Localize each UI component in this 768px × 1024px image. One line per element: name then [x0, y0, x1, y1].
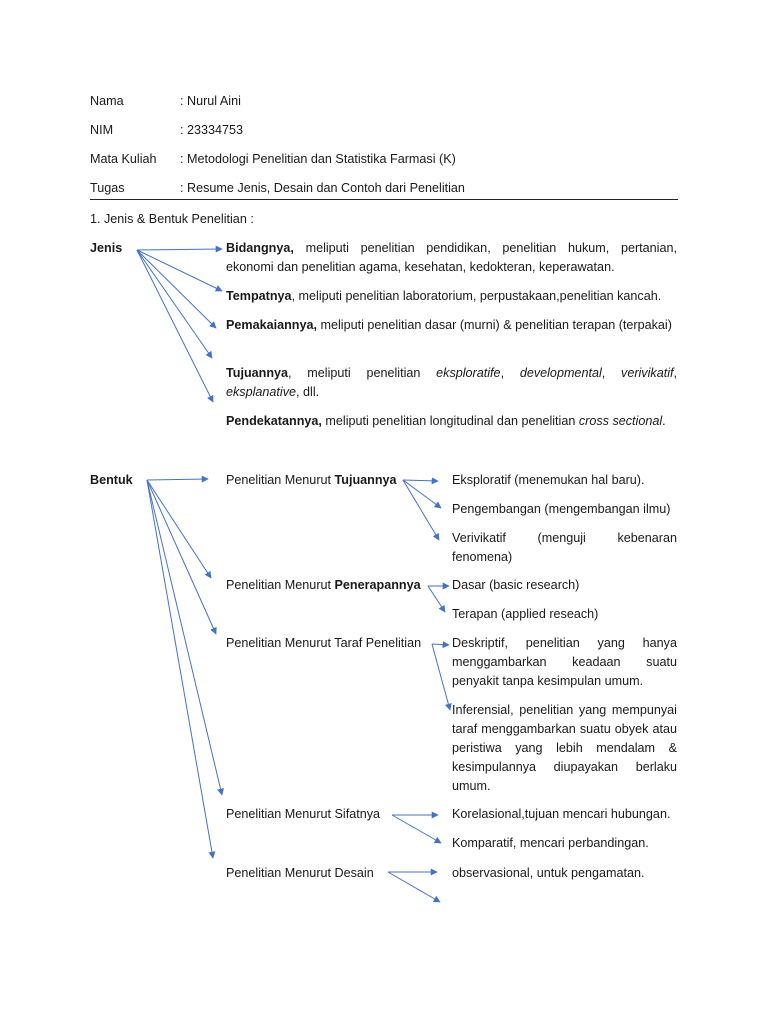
- connector-arrow-16: [432, 644, 450, 710]
- detail-deskriptif: Deskriptif, penelitian yang hanya menggambarkan keadaan suatu penyakit tanpa kesimpulan umum.: [452, 636, 677, 688]
- value-tugas: : Resume Jenis, Desain dan Contoh dari Penelitian: [180, 181, 465, 195]
- connector-arrow-9: [147, 480, 213, 858]
- connector-arrow-2: [137, 250, 216, 328]
- jenis-item-pendekatan: Pendekatannya, meliputi penelitian longitudinal dan penelitian cross sectional.: [226, 414, 666, 428]
- connector-arrow-0: [137, 249, 222, 250]
- section-title: 1. Jenis & Bentuk Penelitian :: [90, 212, 254, 226]
- value-mata-kuliah: : Metodologi Penelitian dan Statistika Farmasi (K): [180, 152, 456, 166]
- connector-arrow-8: [147, 480, 222, 795]
- detail-observasional: observasional, untuk pengamatan.: [452, 866, 645, 880]
- jenis-label: Jenis: [90, 241, 123, 255]
- bentuk-category-penerapan: Penelitian Menurut Penerapannya: [226, 578, 421, 592]
- label-nama: Nama: [90, 94, 124, 108]
- value-nama: : Nurul Aini: [180, 94, 241, 108]
- bentuk-label: Bentuk: [90, 473, 133, 487]
- connector-arrow-14: [428, 586, 445, 612]
- connector-arrow-15: [432, 644, 449, 645]
- jenis-item-tempat: Tempatnya, meliputi penelitian laboratorium, perpustakaan,penelitian kancah.: [226, 289, 662, 303]
- jenis-item-tujuan: Tujuannya, meliputi penelitian eksploratife, developmental, verivikatif, eksplanative, dll.: [226, 366, 677, 399]
- label-tugas: Tugas: [90, 181, 125, 195]
- connector-arrow-7: [147, 480, 216, 634]
- bentuk-category-sifat: Penelitian Menurut Sifatnya: [226, 807, 381, 821]
- detail-korelasional: Korelasional,tujuan mencari hubungan.: [452, 807, 671, 821]
- bentuk-category-desain: Penelitian Menurut Desain: [226, 866, 374, 880]
- connector-arrow-4: [137, 250, 213, 402]
- connector-arrow-6: [147, 480, 211, 578]
- detail-dasar: Dasar (basic research): [452, 578, 580, 592]
- label-mata-kuliah: Mata Kuliah: [90, 152, 157, 166]
- connector-arrow-10: [403, 480, 438, 481]
- connector-arrow-20: [388, 872, 440, 902]
- connector-arrow-18: [392, 815, 441, 843]
- detail-terapan: Terapan (applied reseach): [452, 607, 599, 621]
- detail-pengembangan: Pengembangan (mengembangan ilmu): [452, 502, 671, 516]
- jenis-item-pemakaian: Pemakaiannya, meliputi penelitian dasar (murni) & penelitian terapan (terpakai): [226, 318, 672, 332]
- connector-arrow-3: [137, 250, 212, 358]
- connector-arrow-12: [403, 480, 439, 540]
- label-nim: NIM: [90, 123, 114, 137]
- connector-arrow-11: [403, 480, 441, 508]
- value-nim: : 23334753: [180, 123, 244, 137]
- detail-verivikatif: Verivikatif (menguji kebenaran fenomena): [452, 531, 677, 564]
- connector-arrow-1: [137, 250, 222, 291]
- connector-arrow-5: [147, 479, 208, 480]
- bentuk-category-tujuan: Penelitian Menurut Tujuannya: [226, 473, 397, 487]
- jenis-item-bidang: Bidangnya, meliputi penelitian pendidikan, penelitian hukum, pertanian, ekonomi dan penelitian agama, kesehatan, kedokteran, keperawatan.: [226, 241, 677, 274]
- detail-inferensial: Inferensial, penelitian yang mempunyai taraf menggambarkan suatu obyek atau peristiwa yang lebih mendalam & kesimpulannya diupayakan berlaku umum.: [452, 703, 677, 793]
- detail-eksploratif: Eksploratif (menemukan hal baru).: [452, 473, 645, 487]
- bentuk-category-taraf: Penelitian Menurut Taraf Penelitian: [226, 636, 422, 650]
- detail-komparatif: Komparatif, mencari perbandingan.: [452, 836, 649, 850]
